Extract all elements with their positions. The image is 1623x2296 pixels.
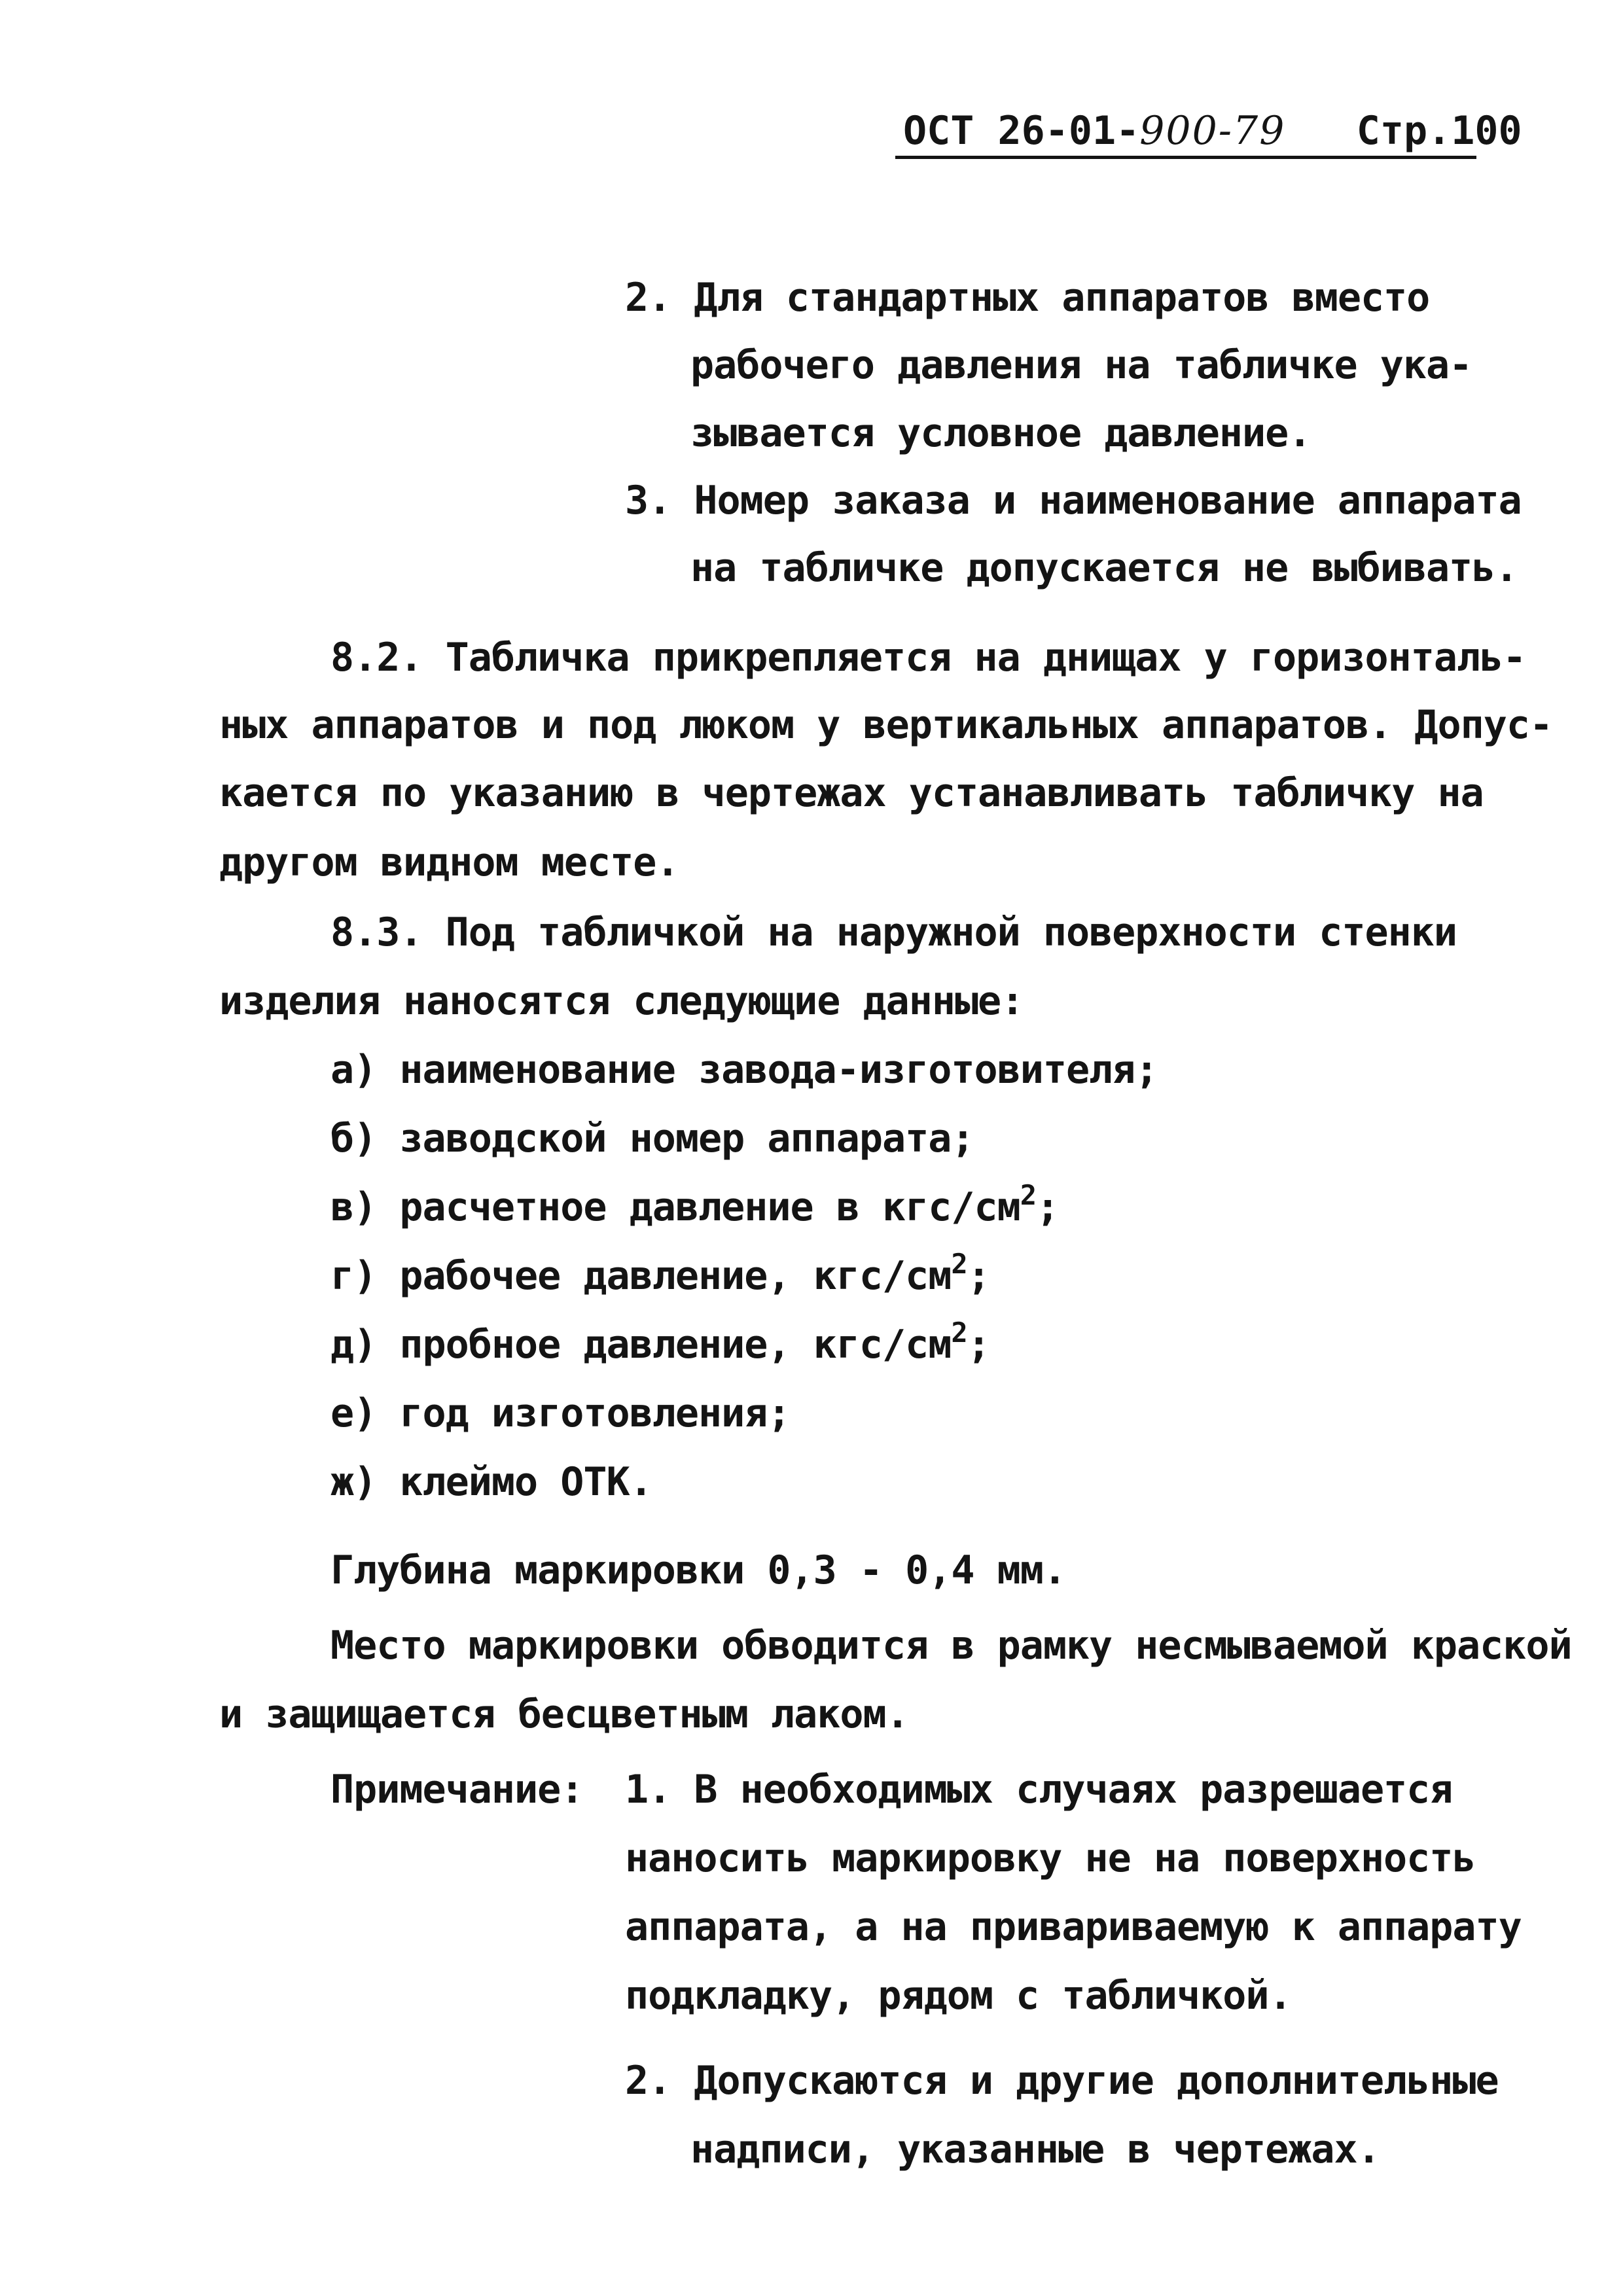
header-underline bbox=[895, 156, 1476, 159]
marking-frame-line-1: Место маркировки обводится в рамку несмываемой краской bbox=[330, 1623, 1572, 1669]
section-8-3-line-1: 8.3. Под табличкой на наружной поверхности стенки bbox=[330, 910, 1457, 955]
note-2-line-1: 2. Для стандартных аппаратов вместо bbox=[625, 275, 1430, 321]
note-3-line-2: на табличке допускается не выбивать. bbox=[690, 545, 1518, 591]
list-item-e: е) год изготовления; bbox=[330, 1390, 791, 1436]
doc-prefix: ОСТ 26-01- bbox=[903, 108, 1140, 154]
note-2b-line-2: надписи, указанные в чертежах. bbox=[690, 2127, 1380, 2172]
section-8-2-line-3: кается по указанию в чертежах устанавливать табличку на bbox=[219, 770, 1484, 816]
section-8-2-line-2: ных аппаратов и под люком у вертикальных аппаратов. Допус- bbox=[219, 702, 1553, 748]
note-1-line-2: наносить маркировку не на поверхность bbox=[625, 1835, 1476, 1881]
marking-depth: Глубина маркировки 0,3 - 0,4 мм. bbox=[330, 1547, 1066, 1593]
section-8-2-line-4: другом видном месте. bbox=[219, 839, 679, 885]
superscript-2: 2 bbox=[951, 1316, 967, 1349]
note-3-line-1: 3. Номер заказа и наименование аппарата bbox=[625, 478, 1522, 523]
note-1-line-3: аппарата, а на привариваемую к аппарату bbox=[625, 1904, 1522, 1950]
note-label: Примечание: bbox=[330, 1767, 584, 1812]
list-item-v-text: в) расчетное давление в кгс/см bbox=[330, 1184, 1020, 1230]
list-item-a: а) наименование завода-изготовителя; bbox=[330, 1047, 1158, 1093]
note-2-line-2: рабочего давления на табличке ука- bbox=[690, 342, 1472, 388]
list-item-d-text: д) пробное давление, кгс/см bbox=[330, 1322, 952, 1368]
doc-number: 900-79 bbox=[1139, 108, 1286, 154]
page-number: Стр.100 bbox=[1356, 108, 1522, 154]
list-item-v: в) расчетное давление в кгс/$см^2$; bbox=[330, 1179, 1060, 1230]
note-2b-line-1: 2. Допускаются и другие дополнительные bbox=[625, 2058, 1499, 2104]
section-8-3-line-2: изделия наносятся следующие данные: bbox=[219, 978, 1024, 1024]
note-1-line-1: 1. В необходимых случаях разрешается bbox=[625, 1767, 1453, 1812]
marking-frame-line-2: и защищается бесцветным лаком. bbox=[219, 1691, 909, 1737]
list-item-g: г) рабочее давление, кгс/$см^2$; bbox=[330, 1248, 990, 1299]
note-1-line-4: подкладку, рядом с табличкой. bbox=[625, 1973, 1292, 2019]
page-header bbox=[903, 105, 1522, 157]
superscript-2: 2 bbox=[1020, 1179, 1036, 1211]
list-item-b: б) заводской номер аппарата; bbox=[330, 1116, 974, 1161]
list-item-g-text: г) рабочее давление, кгс/см bbox=[330, 1253, 952, 1299]
list-item-d: д) пробное давление, кгс/$см^2$; bbox=[330, 1316, 990, 1368]
superscript-2: 2 bbox=[951, 1248, 967, 1280]
note-2-line-3: зывается условное давление. bbox=[690, 410, 1311, 456]
section-8-2-line-1: 8.2. Табличка прикрепляется на днищах у горизонталь- bbox=[330, 635, 1526, 680]
list-item-zh: ж) клеймо ОТК. bbox=[330, 1459, 652, 1505]
